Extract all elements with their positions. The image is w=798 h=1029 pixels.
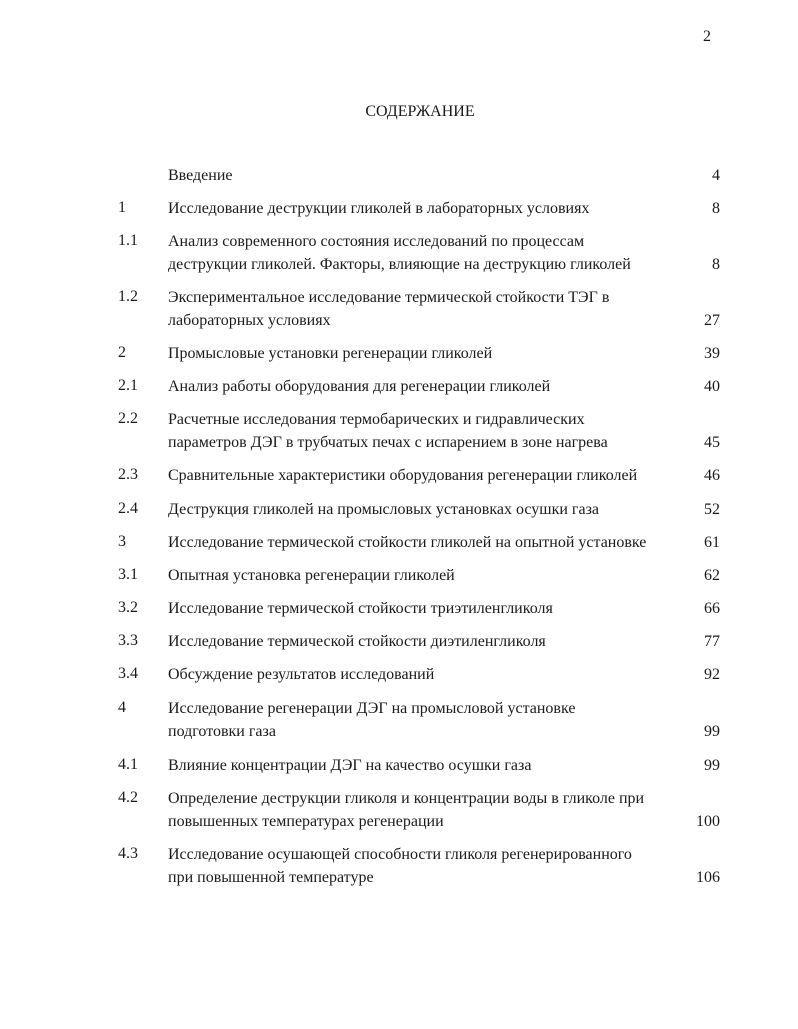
toc-entry-line: Деструкция гликолей на промысловых установках осушки газа (168, 501, 599, 518)
toc-entry-page: 62 (704, 567, 720, 584)
toc-entry-title (168, 789, 688, 835)
toc-entry-title (168, 665, 688, 688)
toc-entry-title (168, 699, 688, 745)
toc-entry-number: 4.2 (118, 789, 138, 806)
toc-entry-line: Исследование термической стойкости триэтиленгликоля (168, 600, 553, 617)
toc-entry-line: Экспериментальное исследование термической стойкости ТЭГ в (168, 289, 610, 306)
toc-entry-number: 2.3 (118, 466, 138, 483)
toc-entry-number: 2 (118, 344, 126, 361)
page-number: 2 (703, 28, 711, 45)
toc-entry-line: Исследование осушающей способности гликоля регенерированного (168, 846, 632, 863)
toc-entry-line: повышенных температурах регенерации (168, 813, 444, 830)
toc-entry-number: 3 (118, 533, 126, 550)
toc-entry-page: 99 (704, 757, 720, 774)
toc-entry-line: Исследование термической стойкости гликолей на опытной установке (168, 534, 647, 551)
toc-entry-line: Расчетные исследования термобарических и гидравлических (168, 411, 585, 428)
toc-entry-page: 39 (704, 345, 720, 362)
toc-entry-title (168, 288, 688, 334)
toc-entry-number: 3.4 (118, 665, 138, 682)
toc-entry-line: подготовки газа (168, 723, 276, 740)
toc-entry-page: 92 (704, 666, 720, 683)
toc-entry-page: 46 (704, 467, 720, 484)
toc-entry-title (168, 632, 688, 655)
toc-entry-number: 1.2 (118, 288, 138, 305)
toc-entry-line: Влияние концентрации ДЭГ на качество осушки газа (168, 757, 532, 774)
toc-entry-title (168, 500, 688, 523)
toc-entry-page: 4 (712, 167, 720, 184)
toc-entry-page: 27 (704, 312, 720, 329)
toc-entry-line: Анализ работы оборудования для регенерации гликолей (168, 378, 551, 395)
toc-entry-line: Исследование термической стойкости диэтиленгликоля (168, 633, 546, 650)
toc-entry-number: 3.1 (118, 566, 138, 583)
toc-entry-number: 2.2 (118, 410, 138, 427)
toc-entry-line: деструкции гликолей. Факторы, влияющие на деструкцию гликолей (168, 256, 631, 273)
toc-entry-line: при повышенной температуре (168, 869, 374, 886)
toc-entry-number: 4 (118, 699, 126, 716)
toc-entry-page: 66 (704, 600, 720, 617)
toc-entry-title (168, 232, 688, 278)
toc-entry-title (168, 199, 688, 222)
toc-entry-page: 77 (704, 633, 720, 650)
toc-entry-title (168, 410, 688, 456)
toc-entry-title (168, 566, 688, 589)
toc-title: СОДЕРЖАНИЕ (365, 103, 475, 120)
toc-entry-page: 99 (704, 723, 720, 740)
toc-entry-title (168, 344, 688, 367)
toc-entry-number: 2.4 (118, 500, 138, 517)
toc-entry-line: Введение (168, 167, 233, 184)
toc-entry-line: Промысловые установки регенерации гликолей (168, 345, 493, 362)
toc-entry-number: 2.1 (118, 377, 138, 394)
toc-entry-line: Сравнительные характеристики оборудования регенерации гликолей (168, 467, 638, 484)
toc-entry-page: 52 (704, 501, 720, 518)
toc-entry-number: 1 (118, 199, 126, 216)
toc-entry-number: 1.1 (118, 232, 138, 249)
toc-entry-line: Анализ современного состояния исследований по процессам (168, 233, 585, 250)
toc-entry-page: 106 (696, 869, 720, 886)
toc-entry-line: лабораторных условиях (168, 312, 331, 329)
toc-entry-number: 3.3 (118, 632, 138, 649)
toc-entry-page: 100 (696, 813, 720, 830)
toc-entry-line: Исследование регенерации ДЭГ на промысловой установке (168, 700, 576, 717)
toc-entry-page: 61 (704, 534, 720, 551)
toc-entry-page: 8 (712, 256, 720, 273)
toc-entry-page: 8 (712, 200, 720, 217)
toc-entry-page: 45 (704, 434, 720, 451)
toc-entry-page: 40 (704, 378, 720, 395)
toc-entry-line: Опытная установка регенерации гликолей (168, 567, 455, 584)
toc-entry-title (168, 533, 688, 556)
toc-entry-number: 4.1 (118, 756, 138, 773)
toc-entry-title (168, 466, 688, 489)
toc-entry-title (168, 166, 688, 189)
toc-entry-line: Обсуждение результатов исследований (168, 666, 435, 683)
toc-entry-title (168, 377, 688, 400)
toc-entry-title (168, 599, 688, 622)
toc-entry-line: Исследование деструкции гликолей в лабораторных условиях (168, 200, 590, 217)
toc-entry-title (168, 845, 688, 891)
toc-entry-number: 4.3 (118, 845, 138, 862)
toc-entry-line: параметров ДЭГ в трубчатых печах с испарением в зоне нагрева (168, 434, 608, 451)
toc-entry-title (168, 756, 688, 779)
toc-entry-number: 3.2 (118, 599, 138, 616)
toc-entry-line: Определение деструкции гликоля и концентрации воды в гликоле при (168, 790, 645, 807)
